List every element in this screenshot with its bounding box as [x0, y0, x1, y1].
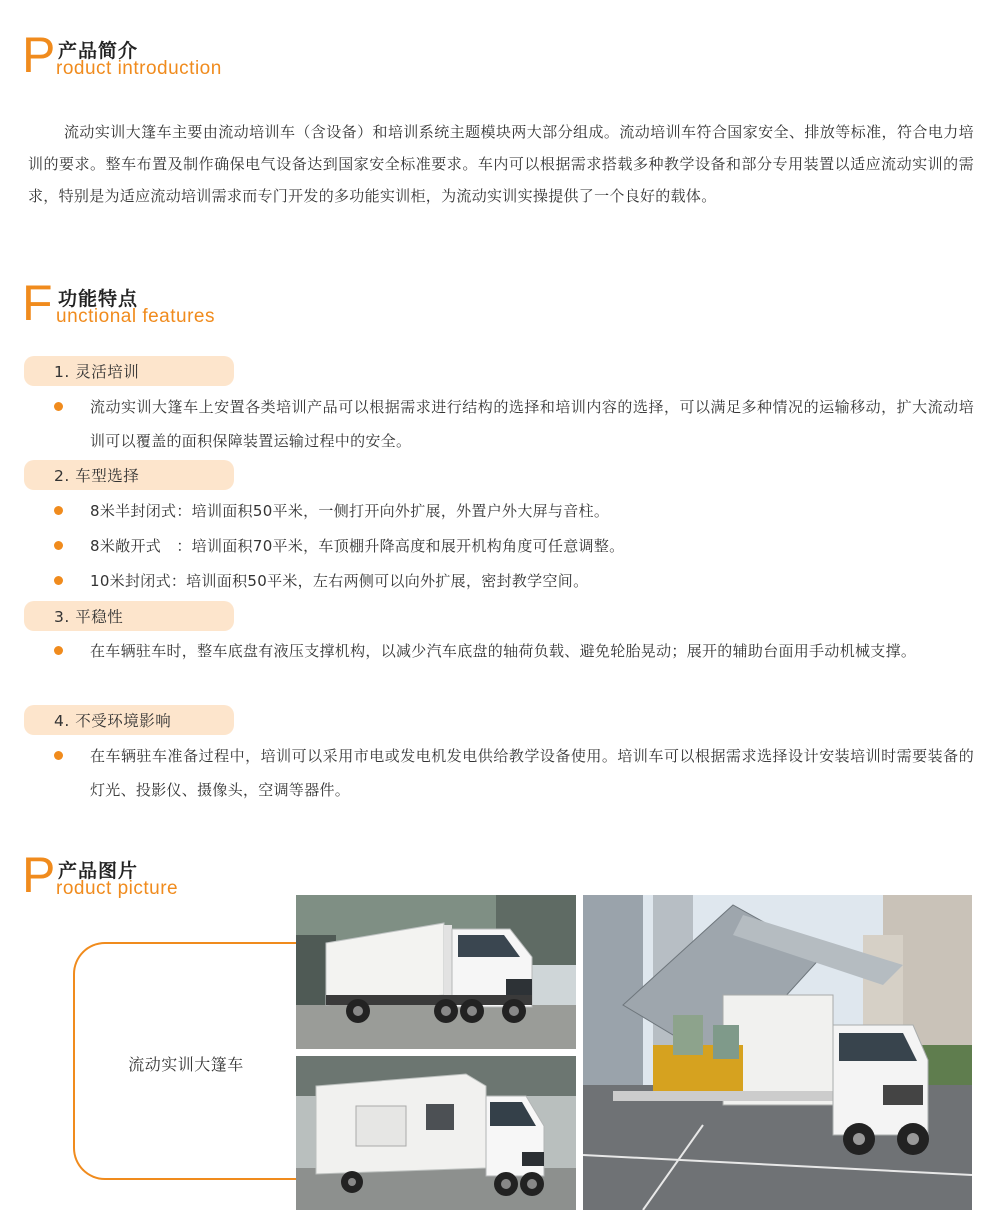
- feature-heading-flexible: [24, 356, 234, 386]
- feature-heading-label: 4. 不受环境影响: [54, 712, 172, 730]
- features-subtitle: unctional features: [56, 306, 215, 327]
- feature-heading-label: 1. 灵活培训: [54, 363, 140, 381]
- intro-initial-letter: P: [22, 27, 56, 83]
- feature-text: 在车辆驻车时，整车底盘有液压支撑机构，以减少汽车底盘的轴荷负载、避免轮胎晃动；展开的辅助台面用手动机械支撑。: [90, 642, 917, 660]
- feature-text: 8米半封闭式：培训面积50平米，一侧打开向外扩展，外置户外大屏与音柱。: [90, 502, 610, 520]
- feature-text: 流动实训大篷车上安置各类培训产品可以根据需求进行结构的选择和培训内容的选择，可以满足多种情况的运输移动，扩大流动培训可以覆盖的面积保障装置运输过程中的安全。: [90, 398, 974, 450]
- list-item: [54, 390, 974, 458]
- list-item: [54, 494, 974, 528]
- feature-heading-label: 2. 车型选择: [54, 467, 140, 485]
- features-title: 功能特点: [58, 288, 139, 310]
- list-item: [54, 564, 974, 598]
- bullet-dot-icon: [54, 576, 63, 585]
- list-item: [54, 739, 974, 807]
- feature-heading-vehicle-type: [24, 460, 234, 490]
- picture-title: 产品图片: [58, 860, 139, 882]
- bullet-dot-icon: [54, 541, 63, 550]
- bullet-dot-icon: [54, 506, 63, 515]
- feature-text: 10米封闭式：培训面积50平米，左右两侧可以向外扩展，密封教学空间。: [90, 572, 589, 590]
- picture-initial-letter: P: [22, 847, 56, 903]
- feature-heading-stability: [24, 601, 234, 631]
- intro-paragraph: 流动实训大篷车主要由流动培训车（含设备）和培训系统主题模块两大部分组成。流动培训车符合国家安全、排放等标准，符合电力培训的要求。整车布置及制作确保电气设备达到国家安全标准要求。车内可以根据需求搭载多种教学设备和部分专用装置以适应流动实训的需求，特别是为适应流动培训需求而专门开发的多功能实训柜，为流动实训实操提供了一个良好的载体。: [28, 123, 974, 205]
- feature-heading-environment: [24, 705, 234, 735]
- feature-text: 8米敞开式 ：培训面积70平米，车顶棚升降高度和展开机构角度可任意调整。: [90, 537, 625, 555]
- feature-heading-label: 3. 平稳性: [54, 608, 124, 626]
- picture-subtitle: roduct picture: [56, 878, 179, 899]
- features-initial-letter: F: [22, 275, 53, 331]
- truck-enclosed-photo: [296, 1056, 576, 1210]
- bullet-dot-icon: [54, 646, 63, 655]
- list-item: [54, 634, 974, 668]
- intro-title: 产品简介: [58, 40, 139, 62]
- intro-subtitle: roduct introduction: [56, 58, 222, 79]
- feature-text: 在车辆驻车准备过程中，培训可以采用市电或发电机发电供给教学设备使用。培训车可以根据需求选择设计安装培训时需要装备的灯光、投影仪、摄像头，空调等器件。: [90, 747, 974, 799]
- product-caption: 流动实训大篷车: [128, 1055, 244, 1074]
- bullet-dot-icon: [54, 751, 63, 760]
- list-item: [54, 529, 974, 563]
- truck-expanded-stage-photo: [583, 895, 972, 1210]
- truck-side-photo: [296, 895, 576, 1049]
- bullet-dot-icon: [54, 402, 63, 411]
